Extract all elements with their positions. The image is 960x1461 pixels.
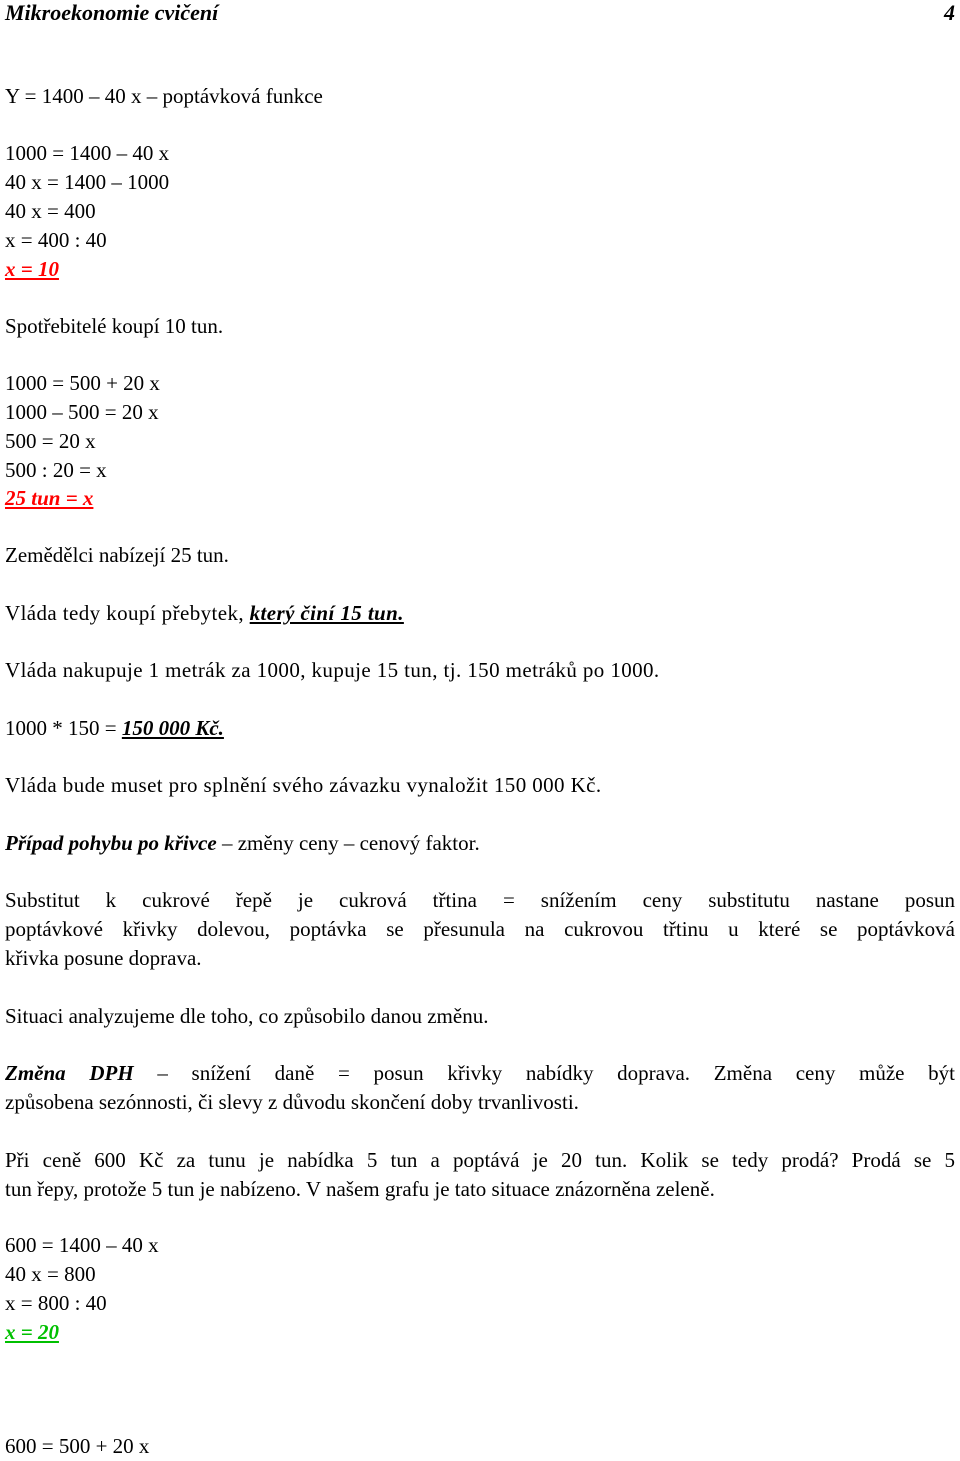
paragraph-line	[5, 1059, 955, 1088]
text-line: Zemědělci nabízejí 25 tun.	[5, 543, 229, 567]
equation-line: x = 800 : 40	[5, 1291, 107, 1315]
paragraph-line: Při ceně 600 Kč za tunu je nabídka 5 tun a poptává je 20 tun. Kolik se tedy prodá? Prodá se 5	[5, 1148, 955, 1172]
result-x-20: x = 20	[5, 1320, 59, 1344]
emphasis-span: Případ pohybu po křivce	[5, 831, 217, 855]
emphasis-span: Změna DPH	[5, 1061, 134, 1085]
equation-line: 500 = 20 x	[5, 429, 96, 453]
paragraph-line: tun řepy, protože 5 tun je nabízeno. V našem grafu je tato situace znázorněna zeleně.	[5, 1177, 715, 1201]
paragraph-line: způsobena sezónnosti, či slevy z důvodu skončení doby trvanlivosti.	[5, 1090, 579, 1114]
page-header	[5, 0, 955, 24]
result-x-10: x = 10	[5, 257, 59, 281]
text-span: Vláda tedy koupí přebytek,	[5, 601, 250, 625]
paragraph-line: Substitut k cukrové řepě je cukrová třtina = snížením ceny substitutu nastane posun	[5, 888, 955, 912]
equation-line: x = 400 : 40	[5, 228, 107, 252]
text-line	[5, 599, 955, 628]
text-span: 1000 * 150 =	[5, 716, 122, 740]
document-title: Mikroekonomie cvičení	[5, 0, 219, 25]
equation-line: 600 = 500 + 20 x	[5, 1434, 150, 1458]
equation-line: 600 = 1400 – 40 x	[5, 1233, 159, 1257]
text-line: Vláda bude muset pro splnění svého závazku vynaložit 150 000 Kč.	[5, 773, 602, 797]
equation-line: 1000 = 500 + 20 x	[5, 371, 160, 395]
text-span: – změny ceny – cenový faktor.	[216, 831, 480, 855]
text-line: Spotřebitelé koupí 10 tun.	[5, 314, 224, 338]
result-25-tun: 25 tun = x	[5, 486, 94, 510]
demand-function-line: Y = 1400 – 40 x – poptávková funkce	[5, 84, 323, 108]
text-line: Situaci analyzujeme dle toho, co způsobilo danou změnu.	[5, 1004, 489, 1028]
equation-line: 1000 = 1400 – 40 x	[5, 141, 170, 165]
text-line: Vláda nakupuje 1 metrák za 1000, kupuje 15 tun, tj. 150 metráků po 1000.	[5, 658, 660, 682]
paragraph-line: křivka posune doprava.	[5, 946, 202, 970]
text-span: – snížení daně = posun křivky nabídky doprava. Změna ceny může být	[133, 1061, 955, 1085]
equation-line: 500 : 20 = x	[5, 458, 107, 482]
text-line	[5, 829, 955, 858]
page-number: 4	[944, 0, 955, 25]
equation-line: 1000 – 500 = 20 x	[5, 400, 159, 424]
emphasis-span: který činí 15 tun.	[249, 601, 404, 625]
text-line	[5, 714, 955, 743]
emphasis-span: 150 000 Kč.	[121, 716, 224, 740]
equation-line: 40 x = 400	[5, 199, 96, 223]
equation-line: 40 x = 1400 – 1000	[5, 170, 170, 194]
equation-line: 40 x = 800	[5, 1262, 96, 1286]
paragraph-line: poptávkové křivky dolevou, poptávka se přesunula na cukrovou třtinu u které se poptávková	[5, 917, 955, 941]
